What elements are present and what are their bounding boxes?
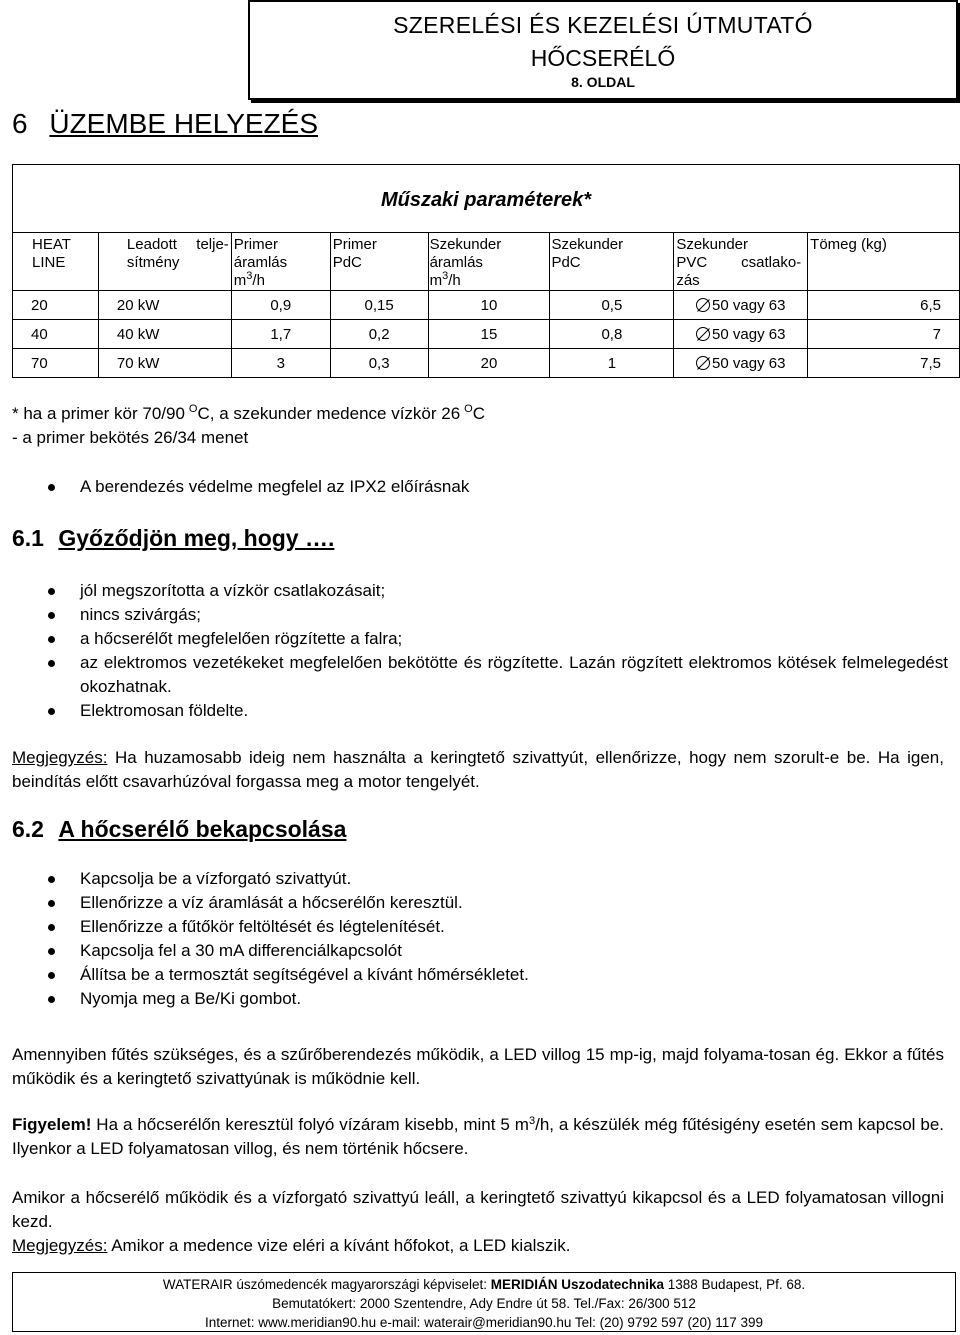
table-row xyxy=(13,291,960,320)
section-6-title: ÜZEMBE HELYEZÉS xyxy=(49,108,319,139)
cell-primer-pdc: 0,2 xyxy=(330,320,428,349)
cell-primer-pdc: 0,15 xyxy=(330,291,428,320)
cell-sec-flow: 20 xyxy=(428,349,550,378)
th-primer-pdc xyxy=(330,233,428,291)
th-szekunder-pdc-2: PdC xyxy=(551,254,581,271)
footer-line-2: Bemutatókert: 2000 Szentendre, Ady Endre út 58. Tel./Fax: 26/300 512 xyxy=(272,1296,696,1311)
document-subtitle: HŐCSERÉLŐ xyxy=(530,45,676,71)
cell-primer-flow: 3 xyxy=(231,349,330,378)
list-item: Ellenőrizze a fűtőkör feltöltését és légtelenítését. xyxy=(48,915,948,939)
cell-primer-flow: 0,9 xyxy=(231,291,330,320)
th-szekunder-pdc-1: Szekunder xyxy=(551,236,624,253)
th-szekunder-pdc xyxy=(550,233,674,291)
pump-paragraph: Amikor a hőcserélő működik és a vízforgató szivattyú leáll, a keringtető szivattyú kikapcsol és a LED folyamatosan villogni kezd. xyxy=(12,1188,944,1231)
th-heat-line xyxy=(13,233,99,291)
th-leadott-1: Leadott telje- xyxy=(126,236,229,253)
th-szekunder-aramlas xyxy=(428,233,550,291)
note2-label: Megjegyzés: xyxy=(12,1236,108,1255)
th-szekunder-pvc-1: Szekunder xyxy=(676,236,749,253)
table-row xyxy=(13,349,960,378)
list-item: Kapcsolja fel a 30 mA differenciálkapcsolót xyxy=(48,939,948,963)
cell-line: 20 xyxy=(13,291,99,320)
cell-power: 20 kW xyxy=(98,291,231,320)
th-primer-aramlas-2: áramlás xyxy=(233,254,288,271)
th-heat-line-2: LINE xyxy=(32,254,66,271)
specs-table xyxy=(12,164,960,378)
th-leadott-2: sítmény xyxy=(126,254,180,271)
ipx-list xyxy=(48,475,948,499)
list-item: Állítsa be a termosztát segítségével a kívánt hőmérsékletet. xyxy=(48,963,948,987)
footer-line-1: WATERAIR úszómedencék magyarországi képviselet: MERIDIÁN Uszodatechnika 1388 Budapest, Pf. 68. xyxy=(162,1277,806,1292)
th-szekunder-pvc-3: zás xyxy=(676,272,700,289)
th-szekunder-pvc xyxy=(674,233,808,291)
section-6-heading xyxy=(12,108,318,140)
section-6-2-number: 6.2 xyxy=(12,816,44,842)
list-item: Elektromosan földelte. xyxy=(48,699,948,723)
footnote-temperature: * ha a primer kör 70/90 $^O$C, a szekunder medence vízkör 26 $^O$C xyxy=(12,403,486,423)
th-szekunder-aramlas-1: Szekunder xyxy=(429,236,502,253)
cell-line: 70 xyxy=(13,349,99,378)
list-item: A berendezés védelme megfelel az IPX2 előírásnak xyxy=(48,475,948,499)
table-caption: Műszaki paraméterek* xyxy=(13,165,960,233)
cell-sec-flow: 10 xyxy=(428,291,550,320)
note-paragraph: Megjegyzés: Ha huzamosabb ideig nem használta a keringtető szivattyút, ellenőrizze, hogy nem szorult-e be. Ha igen, beindítás előtt csavarhúzóval forgassa meg a motor tengelyét. xyxy=(12,748,944,791)
th-primer-pdc-2: PdC xyxy=(332,254,362,271)
warning-paragraph: Figyelem! Ha a hőcserélőn keresztül folyó vízáram kisebb, mint 5 $m^3/h$, a készülék még fűtésigény esetén sem kapcsol be. Ilyenkor a LED folyamatosan villog, és nem történik hőcsere. xyxy=(12,1115,944,1158)
table-row xyxy=(13,320,960,349)
footer-line-3: Internet: www.meridian90.hu e-mail: waterair@meridian90.hu Tel: (20) 9792 597 (20) 117 399 xyxy=(204,1315,763,1330)
cell-power: 70 kW xyxy=(98,349,231,378)
cell-power: 40 kW xyxy=(98,320,231,349)
section-6-1-title: Győződjön meg, hogy …. xyxy=(58,525,335,551)
section-6-2-heading xyxy=(12,816,346,843)
section-6-2-title: A hőcserélő bekapcsolása xyxy=(58,816,347,842)
cell-primer-flow: 1,7 xyxy=(231,320,330,349)
diameter-icon xyxy=(696,356,710,370)
th-szekunder-aramlas-2: áramlás xyxy=(429,254,483,271)
cell-weight: 7 xyxy=(808,320,960,349)
th-primer-aramlas-1: Primer xyxy=(233,236,278,253)
cell-pvc: 50 vagy 63 xyxy=(674,349,808,378)
cell-sec-pdc: 0,5 xyxy=(550,291,674,320)
warning-label: Figyelem! xyxy=(12,1115,92,1134)
list-item: nincs szivárgás; xyxy=(48,603,948,627)
list-item: Ellenőrizze a víz áramlását a hőcserélőn keresztül. xyxy=(48,891,948,915)
header-box xyxy=(248,0,958,100)
section-6-1-number: 6.1 xyxy=(12,525,44,551)
checklist xyxy=(48,579,948,723)
th-leadott xyxy=(98,233,231,291)
section-6-number: 6 xyxy=(12,108,28,139)
cell-primer-pdc: 0,3 xyxy=(330,349,428,378)
cell-sec-pdc: 1 xyxy=(550,349,674,378)
footnote-connection: - a primer bekötés 26/34 menet xyxy=(12,428,249,447)
startup-steps xyxy=(48,867,948,1011)
list-item: a hőcserélőt megfelelően rögzítette a falra; xyxy=(48,627,948,651)
cell-pvc: 50 vagy 63 xyxy=(674,320,808,349)
table-header-row xyxy=(13,233,960,291)
list-item: Kapcsolja be a vízforgató szivattyút. xyxy=(48,867,948,891)
list-item: az elektromos vezetékeket megfelelően bekötötte és rögzítette. Lazán rögzített elektromos kötések felmelegedést okozhatnak. xyxy=(48,651,948,699)
list-item: jól megszorította a vízkör csatlakozásait; xyxy=(48,579,948,603)
section-6-1-heading xyxy=(12,525,334,552)
led-paragraph: Amennyiben fűtés szükséges, és a szűrőberendezés működik, a LED villog 15 mp-ig, majd folyama-tosan ég. Ekkor a fűtés működik és a keringtető szivattyúnak is működnie kell. xyxy=(12,1045,944,1088)
note2-paragraph: Megjegyzés: Amikor a medence vize eléri a kívánt hőfokot, a LED kialszik. xyxy=(12,1236,571,1255)
cell-weight: 7,5 xyxy=(808,349,960,378)
list-item: Nyomja meg a Be/Ki gombot. xyxy=(48,987,948,1011)
cell-pvc: 50 vagy 63 xyxy=(674,291,808,320)
th-primer-pdc-1: Primer xyxy=(332,236,377,253)
note-label: Megjegyzés: xyxy=(12,748,108,767)
th-primer-aramlas-unit: $m^3/h$ xyxy=(233,270,265,289)
cell-weight: 6,5 xyxy=(808,291,960,320)
th-szekunder-pvc-2: PVC csatlako- xyxy=(676,254,802,271)
footer xyxy=(12,1272,956,1332)
page-number: 8. OLDAL xyxy=(571,74,635,90)
document-title: SZERELÉSI ÉS KEZELÉSI ÚTMUTATÓ xyxy=(393,12,813,38)
diameter-icon xyxy=(696,327,710,341)
th-primer-aramlas xyxy=(231,233,330,291)
th-tomeg xyxy=(808,233,960,291)
specs-table-wrapper xyxy=(12,164,960,378)
th-heat-line-1: HEAT xyxy=(32,236,71,253)
cell-sec-pdc: 0,8 xyxy=(550,320,674,349)
th-szekunder-aramlas-unit: $m^3/h$ xyxy=(429,270,461,289)
diameter-icon xyxy=(696,298,710,312)
cell-sec-flow: 15 xyxy=(428,320,550,349)
th-tomeg-label: Tömeg (kg) xyxy=(810,236,887,253)
cell-line: 40 xyxy=(13,320,99,349)
